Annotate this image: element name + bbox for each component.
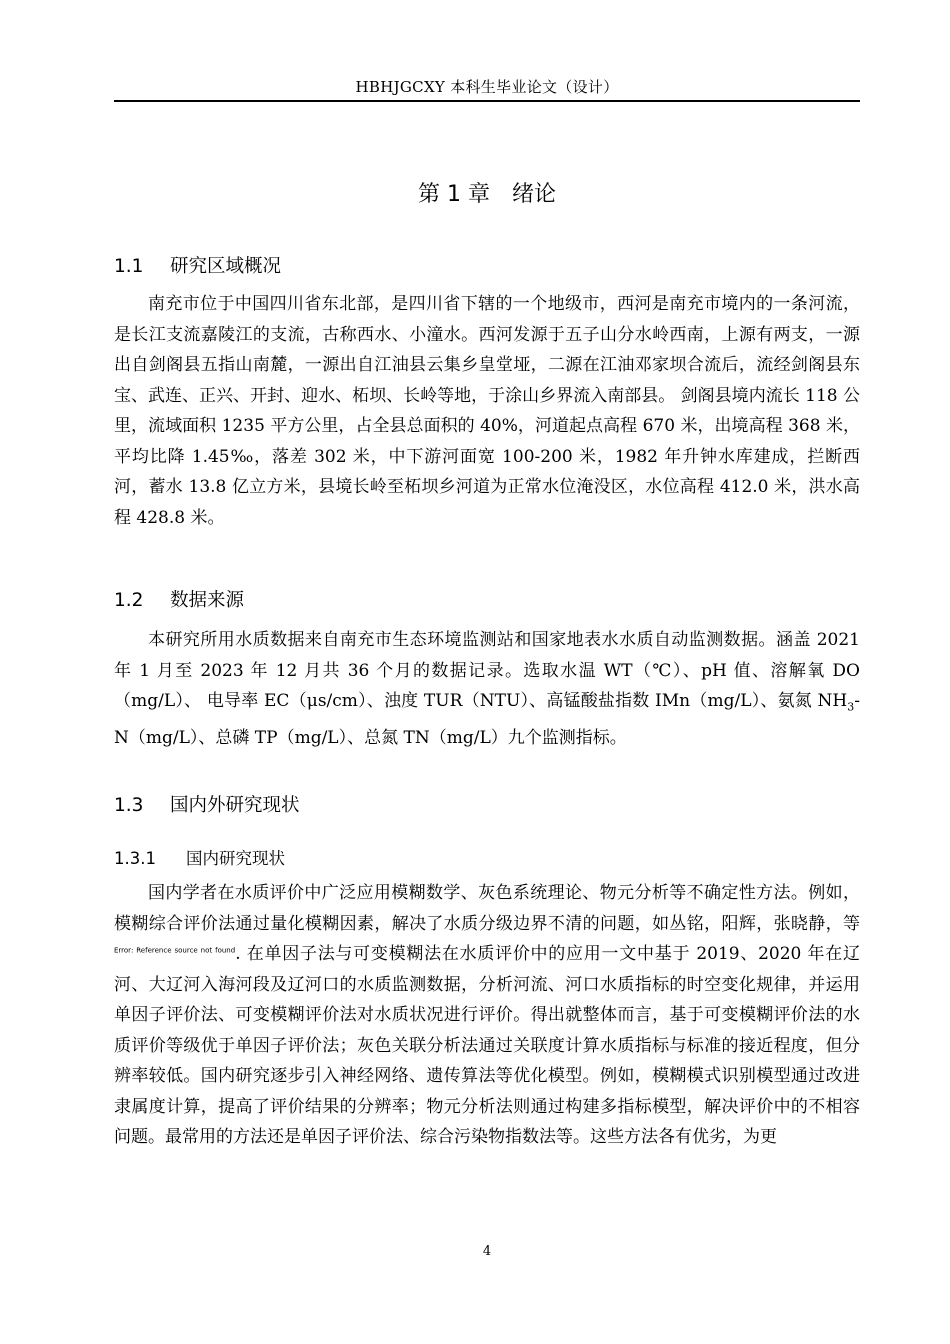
reference-error-marker: Error: Reference source not found <box>114 946 236 955</box>
section-heading-1-3 <box>114 792 300 820</box>
paragraph-study-area: 南充市位于中国四川省东北部，是四川省下辖的一个地级市，西河是南充市境内的一条河流，是长江支流嘉陵江的支流，古称西水、小潼水。西河发源于五子山分水岭西南，上源有两支，一源出自剑阁县五指山南麓，一源出自江油县云集乡皇堂垭，二源在江油邓家坝合流后，流经剑阁县东宝、武连、正兴、开封、迎水、柘坝、长岭等地，于涂山乡界流入南部县。 剑阁县境内流长 118 公里，流域面积 1235 平方公里，占全县总面积的 40%，河道起点高程 670 米，出境高程 368 米，平均比降 1.45‰，落差 302 米，中下游河面宽 100-200 米，1982 年升钟水库建成，拦断西河，蓄水 13.8 亿立方米，县境长岭至柘坝乡河道为正常水位淹没区，水位高程 412.0 米，洪水高程 428.8 米。 <box>114 294 860 528</box>
section-title: 数据来源 <box>170 590 245 611</box>
section-number: 1.1 <box>114 256 144 277</box>
section-title: 研究区域概况 <box>170 256 282 277</box>
subsection-heading-1-3-1 <box>114 846 285 872</box>
paragraph-text: 本研究所用水质数据来自南充市生态环境监测站和国家地表水水质自动监测数据。涵盖 2021 年 1 月至 2023 年 12 月共 36 个月的数据记录。选取水温 WT（℃）、pH 值、溶解氧 DO（mg/L）、 电导率 EC（μs/cm）、浊度 TUR（NTU）、高锰酸盐指数 IMn（mg/L）、氨氮 NH <box>114 630 860 711</box>
chapter-title: 绪论 <box>511 182 556 207</box>
paragraph-data-source <box>114 625 860 753</box>
paragraph-text: - N（mg/L）、总磷 TP（mg/L）、总氮 TN（mg/L）九个监测指标。 <box>114 691 860 748</box>
running-header: HBHJGCXY 本科生毕业论文（设计） <box>355 78 619 96</box>
subsection-number: 1.3.1 <box>114 849 156 868</box>
paragraph-text: 国内学者在水质评价中广泛应用模糊数学、灰色系统理论、物元分析等不确定性方法。例如，模糊综合评价法通过量化模糊因素，解决了水质分级边界不清的问题，如丛铭，阳辉，张晓静，等 <box>114 883 860 934</box>
chapter-heading <box>114 180 860 210</box>
paragraph-domestic-research <box>114 878 860 1153</box>
paragraph-text: . 在单因子法与可变模糊法在水质评价中的应用一文中基于 2019、2020 年在辽河、大辽河入海河段及辽河口的水质监测数据，分析河流、河口水质指标的时空变化规律，并运用单因子评价法、可变模糊评价法对水质状况进行评价。得出就整体而言，基于可变模糊评价法的水质评价等级优于单因子评价法；灰色关联分析法通过关联度计算水质指标与标准的接近程度，但分辨率较低。国内研究逐步引入神经网络、遗传算法等优化模型。例如，模糊模式识别模型通过改进隶属度计算，提高了评价结果的分辨率；物元分析法则通过构建多指标模型，解决评价中的不相容问题。最常用的方法还是单因子评价法、综合污染物指数法等。这些方法各有优劣，为更 <box>114 944 860 1147</box>
header-rule <box>114 100 860 102</box>
section-heading-1-1 <box>114 253 281 281</box>
section-number: 1.2 <box>114 590 144 611</box>
subscript: 3 <box>847 700 855 714</box>
section-title: 国内外研究现状 <box>170 795 300 816</box>
page-number: 4 <box>482 1244 492 1259</box>
section-heading-1-2 <box>114 587 244 615</box>
chapter-number: 第 1 章 <box>418 182 490 207</box>
section-number: 1.3 <box>114 795 144 816</box>
subsection-title: 国内研究现状 <box>186 849 285 868</box>
